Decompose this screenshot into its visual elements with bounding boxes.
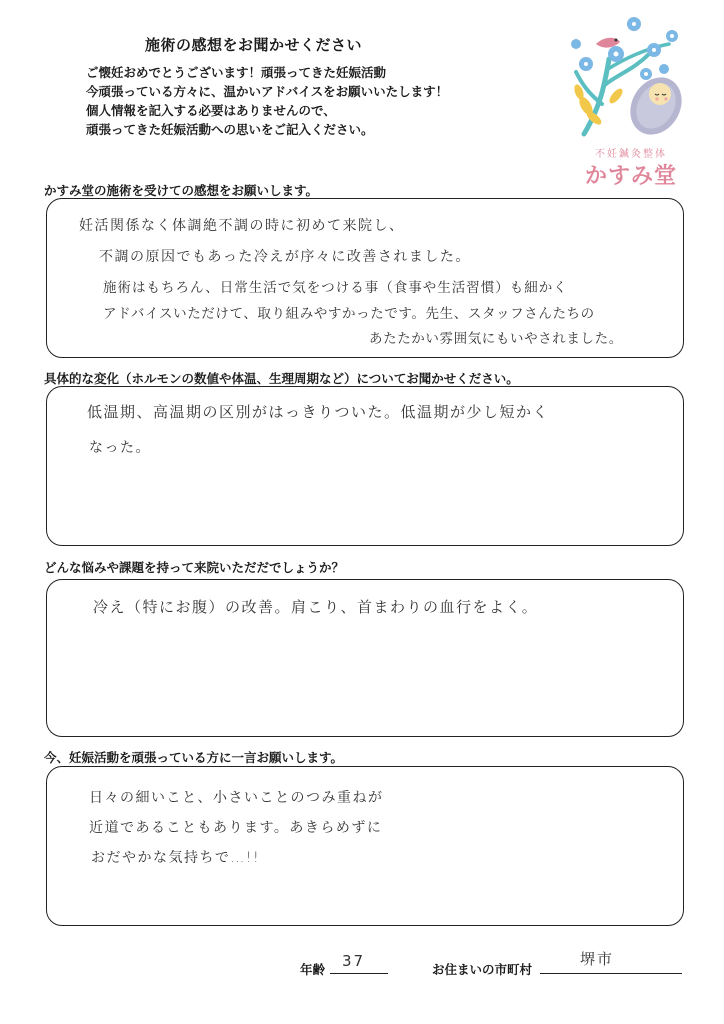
form-title: 施術の感想をお聞かせください bbox=[145, 36, 363, 54]
clinic-logo bbox=[556, 14, 706, 189]
intro-line: 今頑張っている方々に、温かいアドバイスをお願いいたします！ bbox=[86, 84, 449, 99]
baby-tree-illustration-icon bbox=[564, 14, 694, 142]
question-label-1: かすみ堂の施術を受けての感想をお願いします。 bbox=[44, 183, 319, 198]
intro-line: 個人情報を記入する必要はありませんので、 bbox=[86, 103, 336, 118]
answer-box-2 bbox=[46, 386, 684, 546]
answer-line: 妊活関係なく体調絶不調の時に初めて来院し、 bbox=[79, 218, 405, 234]
answer-line: 冷え（特にお腹）の改善。肩こり、首まわりの血行をよく。 bbox=[93, 598, 539, 616]
city-underline bbox=[540, 973, 682, 974]
answer-box-3 bbox=[46, 579, 684, 737]
answer-line: おだやかな気持ちで…!! bbox=[91, 850, 261, 866]
city-value: 堺市 bbox=[580, 950, 615, 968]
city-label: お住まいの市町村 bbox=[432, 962, 533, 977]
answer-line: あたたかい雰囲気にもいやされました。 bbox=[369, 331, 623, 347]
answer-line: 不調の原因でもあった冷えが序々に改善されました。 bbox=[99, 249, 471, 265]
question-label-2: 具体的な変化（ホルモンの数値や体温、生理周期など）についてお聞かせください。 bbox=[44, 371, 519, 386]
age-value: 37 bbox=[342, 952, 366, 970]
intro-line: ご懐妊おめでとうございます！頑張ってきた妊娠活動 bbox=[86, 65, 387, 80]
answer-line: 日々の細いこと、小さいことのつみ重ねが bbox=[89, 790, 384, 806]
intro-text bbox=[86, 63, 448, 139]
logo-subtitle: 不妊鍼灸整体 bbox=[595, 149, 667, 160]
logo-name: かすみ堂 bbox=[584, 164, 677, 189]
age-underline bbox=[330, 973, 388, 974]
answer-line: 施術はもちろん、日常生活で気をつける事（食事や生活習慣）も細かく bbox=[103, 280, 568, 296]
question-label-4: 今、妊娠活動を頑張っている方に一言お願いします。 bbox=[44, 750, 344, 765]
answer-box-1 bbox=[46, 198, 684, 358]
answer-box-4 bbox=[46, 766, 684, 926]
intro-line: 頑張ってきた妊娠活動への思いをご記入ください。 bbox=[86, 122, 374, 137]
answer-line: 低温期、高温期の区別がはっきりついた。低温期が少し短かく bbox=[87, 403, 550, 421]
answer-line: なった。 bbox=[89, 440, 151, 456]
answer-line: 近道であることもあります。あきらめずに bbox=[89, 820, 383, 836]
age-label: 年齢 bbox=[300, 962, 326, 977]
question-label-3: どんな悩みや課題を持って来院いただだでしょうか？ bbox=[44, 560, 345, 575]
answer-line: アドバイスいただけて、取り組みやすかったです。先生、スタッフさんたちの bbox=[103, 306, 595, 322]
